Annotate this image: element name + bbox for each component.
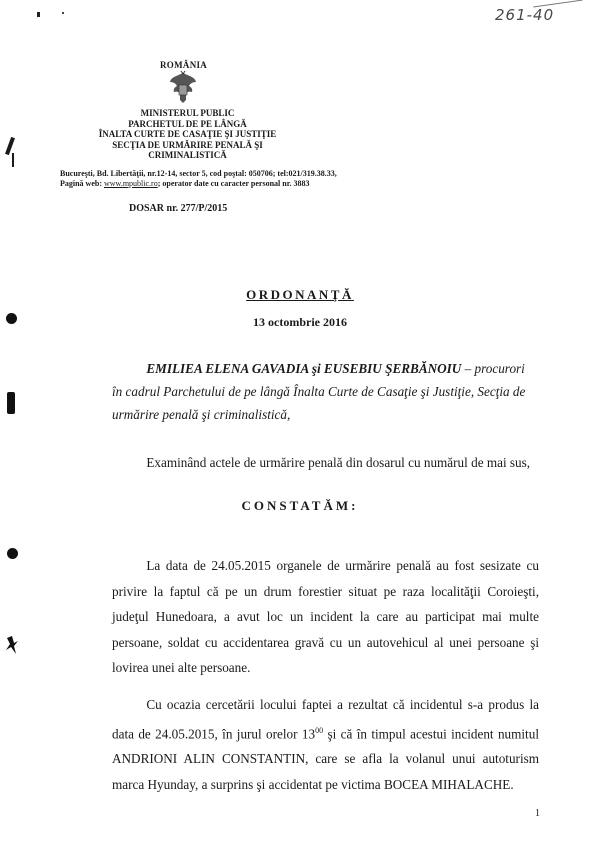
prosecutors-intro <box>112 357 539 426</box>
intro-line-2: în cadrul Parchetului de pe lângă Înalta Curte de Casaţie şi Justiţie, Secţia de <box>112 384 526 399</box>
web-label: Pagină web: <box>60 179 102 188</box>
section-heading: CONSTATĂM: <box>241 498 359 513</box>
scan-speck <box>7 392 15 414</box>
paragraph-2 <box>112 692 539 797</box>
contact-info <box>60 169 480 189</box>
case-number: DOSAR nr. 277/P/2015 <box>129 203 228 214</box>
institution-line: MINISTERUL PUBLIC <box>140 108 235 118</box>
document-date: 13 octombrie 2016 <box>253 315 347 329</box>
intro-role: – procurori <box>461 361 525 376</box>
institution-line: CRIMINALISTICĂ <box>148 150 227 160</box>
website-link[interactable]: www.mpublic.ro <box>104 179 158 188</box>
paragraph-2-start: Cu ocazia cercetării locului faptei a rezultat că incidentul s-a produs la data de 24.05.2015, în jurul orelor <box>112 697 539 741</box>
country-name: ROMÂNIA <box>160 60 208 70</box>
paragraph-1: La data de 24.05.2015 organele de urmărire penală au fost sesizate cu privire la faptul că pe un drum forestier situat pe raza localităţii Coroieşti, judeţul Hunedoara, a avut loc un incident la care au participat mai multe persoane, soldat cu accidentarea gravă cu un autovehicul al unei persoane şi lovirea unei alte persoane. <box>112 558 539 675</box>
page-number: 1 <box>535 808 540 819</box>
scan-speck <box>12 153 14 167</box>
institution-line: SECŢIA DE URMĂRIRE PENALĂ ŞI <box>112 139 263 150</box>
prosecutor-names: EMILIEA ELENA GAVADIA şi EUSEBIU ŞERBĂNOIU <box>146 361 462 376</box>
time-hour: 13 <box>301 725 316 741</box>
paragraph-2-end: şi că în timpul acestui incident numitul ANDRIONI ALIN CONSTANTIN, care se afla la volanul unui autoturism marca Hyunday, a surprins şi accidentat pe victima BOCEA MIHALACHE. <box>112 725 539 792</box>
time-minutes: 00 <box>315 725 324 735</box>
scan-speck <box>6 636 18 654</box>
address: Bucureşti, Bd. Libertăţii, nr.12-14, sector 5, cod poştal: 050706; tel:021/319.38.33, <box>60 169 337 178</box>
institution-header <box>60 108 315 161</box>
institution-line: PARCHETUL DE PE LÂNGĂ <box>128 118 247 129</box>
web-line <box>60 179 480 189</box>
handwritten-line <box>533 0 583 7</box>
handwritten-annotation: 261-40 <box>495 6 555 24</box>
document-title: ORDONANŢĂ <box>246 287 354 302</box>
punch-hole <box>7 548 18 559</box>
web-suffix: ; operator date cu caracter personal nr. 3883 <box>157 179 310 188</box>
scan-speck <box>37 12 40 17</box>
intro-line-3: urmărire penală şi criminalistică, <box>112 407 291 422</box>
scan-speck <box>62 12 64 14</box>
intro-line-1 <box>112 357 539 380</box>
examining-statement: Examinând actele de urmărire penală din dosarul cu numărul de mai sus, <box>146 455 531 470</box>
coat-of-arms-icon <box>168 70 198 104</box>
institution-line: ÎNALTA CURTE DE CASAŢIE ŞI JUSTIŢIE <box>98 129 277 139</box>
